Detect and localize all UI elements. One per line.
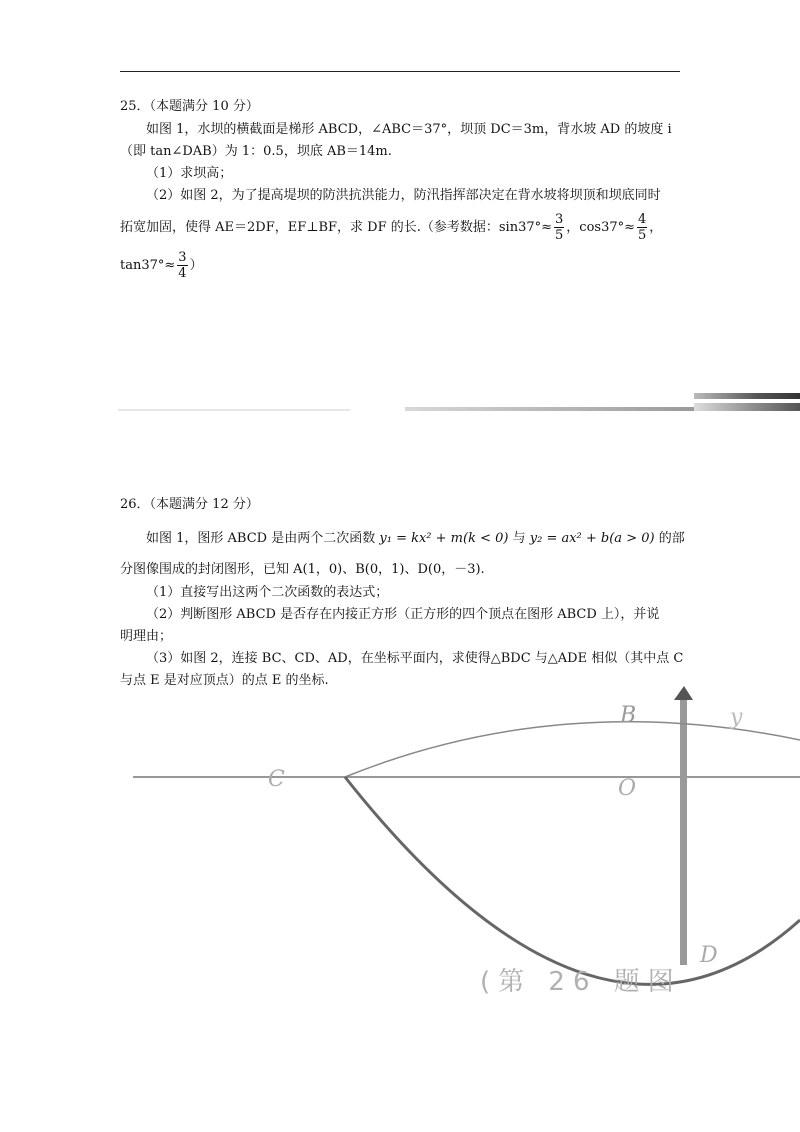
comma: ， <box>649 220 663 235</box>
q25-line2: （即 tan∠DAB）为 1：0.5，坝底 AB＝14m. <box>120 144 392 159</box>
q26-line2: 分图像围成的封闭图形，已知 A(1，0)、B(0，1)、D(0，－3). <box>120 562 485 577</box>
close-paren: ） <box>189 258 203 273</box>
label-y: y <box>730 705 743 730</box>
q25-part1: （1）求坝高； <box>146 166 233 181</box>
equation-y2: y₂ = ax² + b(a > 0) <box>529 531 655 546</box>
cos-label: ，cos37°≈ <box>566 220 636 235</box>
q26-header: 26．（本题满分 12 分） <box>120 497 259 512</box>
lower-parabola <box>345 777 800 984</box>
y-axis <box>680 700 687 965</box>
q26-part1: （1）直接写出这两个二次函数的表达式； <box>146 585 389 600</box>
upper-parabola <box>345 722 800 777</box>
y-axis-arrow <box>674 686 693 700</box>
q26-intro-a: 如图 1，图形 ABCD 是由两个二次函数 <box>146 531 376 546</box>
q25-line1: 如图 1，水坝的横截面是梯形 ABCD，∠ABC＝37°，坝顶 DC＝3m，背水坡 AD 的坡度 i <box>146 122 672 137</box>
equation-y1: y₁ = kx² + m(k < 0) <box>379 531 509 546</box>
label-C: C <box>268 767 285 792</box>
q26-intro-c: 的部 <box>658 531 685 546</box>
tan-fraction: $\frac{3}{4}$ <box>178 250 187 281</box>
label-B: B <box>620 703 637 728</box>
label-D: D <box>700 943 718 968</box>
q26-part2b: 明理由； <box>120 629 173 644</box>
q25-header: 25．（本题满分 10 分） <box>120 99 259 114</box>
cos-fraction: $\frac{4}{5}$ <box>638 212 647 243</box>
q25-part2: （2）如图 2，为了提高堤坝的防洪抗洪能力，防汛指挥部决定在背水坡将坝顶和坝底同时 <box>146 188 661 203</box>
sin-fraction: $\frac{3}{5}$ <box>555 212 564 243</box>
q26-part3b: 与点 E 是对应顶点）的点 E 的坐标. <box>120 673 329 688</box>
figure-caption: (第 26 题图 <box>480 967 682 997</box>
q26-part2a: （2）判断图形 ABCD 是否存在内接正方形（正方形的四个顶点在图形 ABCD 上），并说 <box>146 607 660 622</box>
q25-line3-text: 拓宽加固，使得 AE＝2DF，EF⊥BF，求 DF 的长.（参考数据：sin37°≈ <box>120 220 553 235</box>
q26-part3a: （3）如图 2，连接 BC、CD、AD，在坐标平面内，求使得△BDC 与△ADE 相似（其中点 C <box>146 651 684 666</box>
q26-intro-b: 与 <box>512 531 526 546</box>
label-O: O <box>618 776 637 801</box>
tan-label: tan37°≈ <box>120 258 176 273</box>
